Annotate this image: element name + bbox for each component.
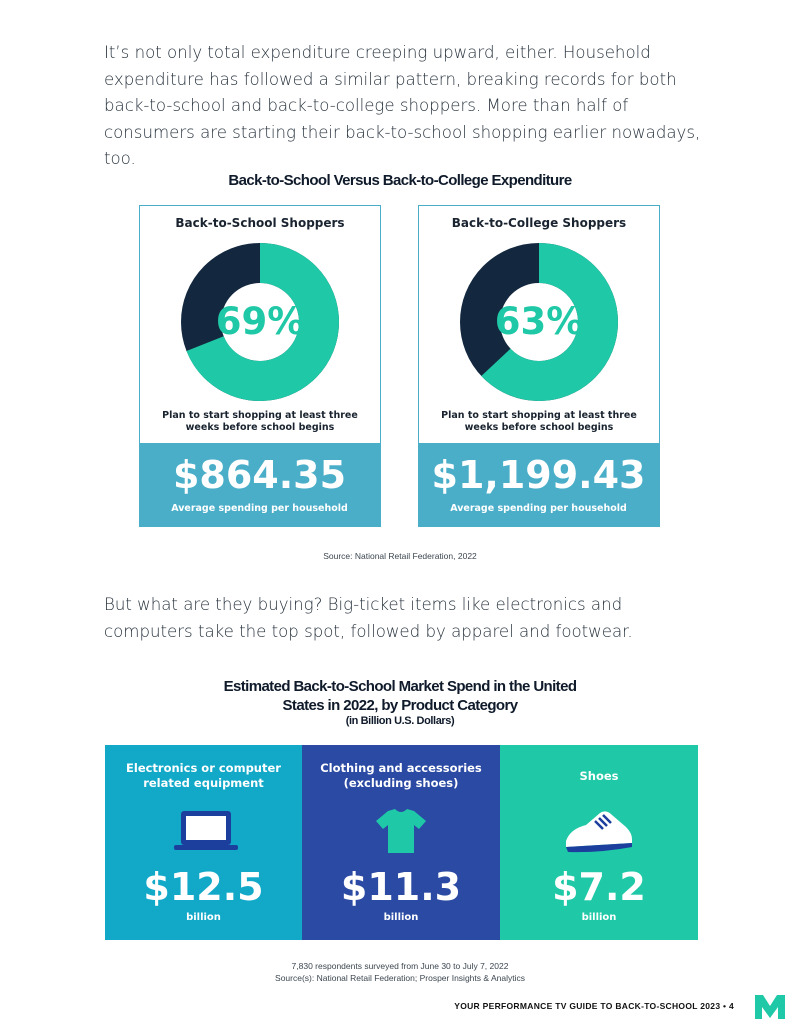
card-note: Plan to start shopping at least three weeks before school begins	[441, 410, 637, 433]
electronics-tile	[105, 745, 302, 940]
tile-value: $7.2	[552, 865, 646, 909]
tile-unit: billion	[581, 912, 617, 923]
clothing-tile	[302, 745, 500, 940]
market-source-line1: 7,830 respondents surveyed from June 30 to July 7, 2022	[291, 961, 509, 971]
laptop-icon	[105, 807, 302, 857]
shoes-tile	[500, 745, 698, 940]
card-note: Plan to start shopping at least three weeks before school begins	[162, 410, 358, 433]
market-source	[0, 960, 800, 984]
average-spend-label: Average spending per household	[450, 502, 627, 514]
market-title-line1: Estimated Back-to-School Market Spend in the United	[223, 678, 577, 695]
sneaker-icon	[500, 807, 698, 857]
back-to-school-card	[139, 205, 381, 526]
card-title: Back-to-College Shoppers	[451, 216, 627, 230]
average-spend-label: Average spending per household	[171, 502, 348, 514]
brand-logo	[754, 992, 786, 1020]
comparison-source: Source: National Retail Federation, 2022	[323, 551, 477, 561]
percent-label: 69%	[215, 300, 305, 343]
tile-value: $11.3	[340, 865, 462, 909]
tile-unit: billion	[383, 912, 419, 923]
back-to-college-card	[418, 205, 660, 526]
average-spend-amount: $1,199.43	[431, 452, 646, 497]
tshirt-icon	[302, 807, 500, 857]
tile-value: $12.5	[143, 865, 264, 909]
tile-label: Electronics or computer related equipment	[126, 761, 281, 790]
market-title	[0, 677, 800, 715]
market-subtitle: (in Billion U.S. Dollars)	[345, 715, 455, 727]
second-paragraph: But what are they buying? Big-ticket items like electronics and computers take the top spot, followed by apparel and footwear.	[104, 595, 633, 641]
comparison-title: Back-to-School Versus Back-to-College Expenditure	[228, 172, 572, 189]
amount-band	[139, 443, 381, 527]
market-title-line2: States in 2022, by Product Category	[282, 697, 518, 714]
amount-band	[418, 443, 660, 527]
tile-label: Shoes	[579, 769, 619, 783]
percent-label: 63%	[494, 300, 584, 343]
average-spend-amount: $864.35	[172, 452, 347, 497]
market-source-line2: Source(s): National Retail Federation; Prosper Insights & Analytics	[275, 973, 525, 983]
tile-label: Clothing and accessories (excluding shoes)	[320, 761, 482, 790]
tile-unit: billion	[186, 912, 221, 923]
card-title: Back-to-School Shoppers	[175, 216, 345, 230]
page-footer: YOUR PERFORMANCE TV GUIDE TO BACK-TO-SCHOOL 2023 • 4	[454, 1001, 734, 1011]
intro-paragraph: It’s not only total expenditure creeping upward, either. Household expenditure has followed a similar pattern, breaking records for both back-to-school and back-to-college shoppers. More than half of consumers are starting their back-to-school shopping earlier nowadays, too.	[104, 43, 701, 168]
